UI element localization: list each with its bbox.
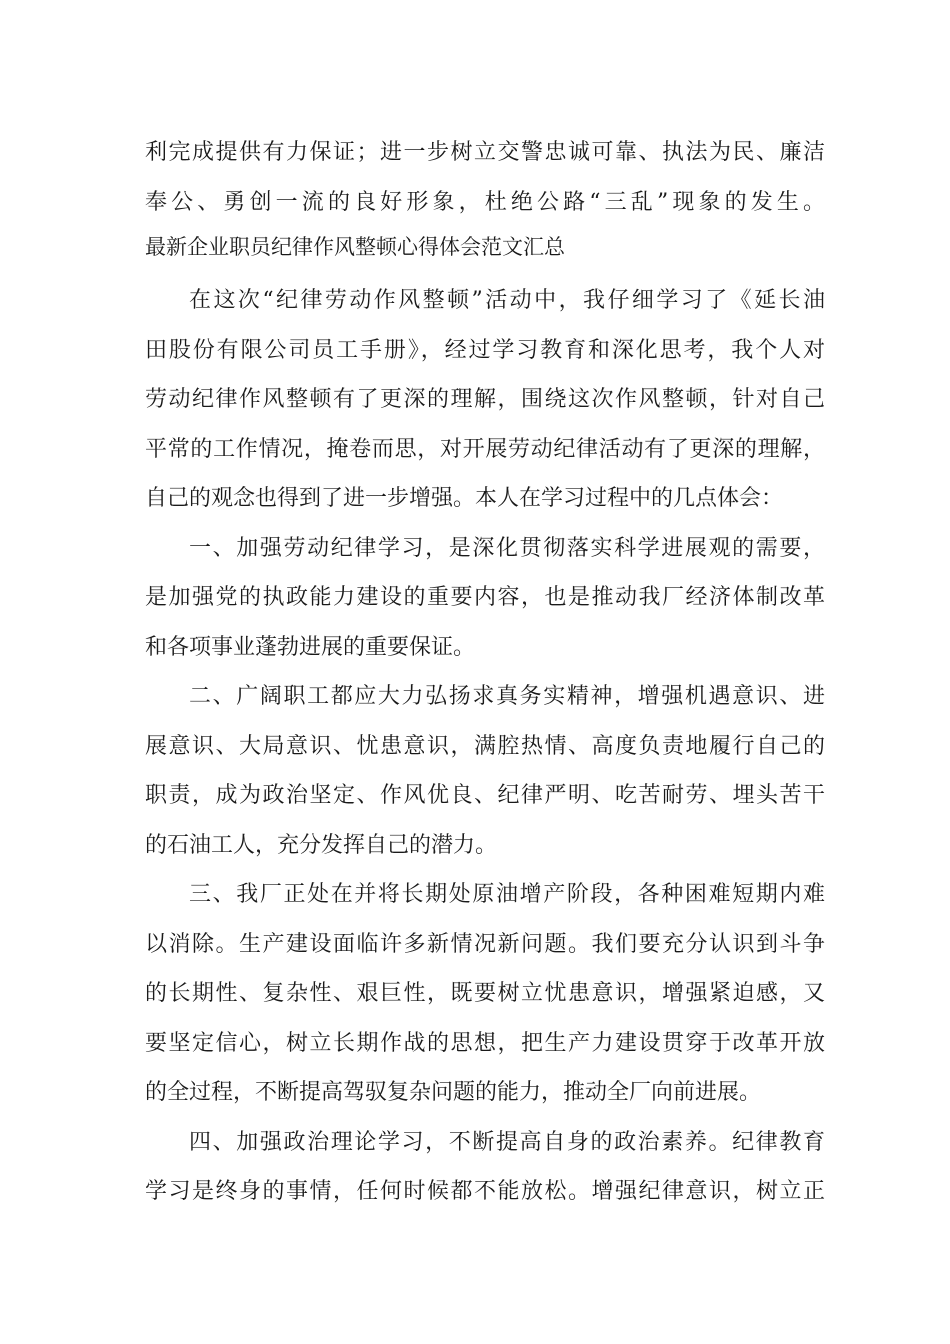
body-line: 田股份有限公司员工手册》，经过学习教育和深化思考，我个人对: [145, 337, 825, 363]
body-line: 以消除。生产建设面临许多新情况新问题。我们要充分认识到斗争: [145, 931, 825, 957]
paragraph-first-line: 在这次“纪律劳动作风整顿”活动中，我仔细学习了《延长油: [189, 288, 825, 313]
paragraph-first-line: 一、加强劳动纪律学习，是深化贯彻落实科学进展观的需要，: [189, 535, 825, 561]
body-line: 是加强党的执政能力建设的重要内容，也是推动我厂经济体制改革: [145, 585, 825, 610]
paragraph-last-line: 和各项事业蓬勃进展的重要保证。: [145, 634, 476, 660]
paragraph-first-line: 三、我厂正处在并将长期处原油增产阶段，各种困难短期内难: [189, 882, 825, 907]
heading-spacer: [145, 267, 825, 276]
paragraph-last-line: 自己的观念也得到了进一步增强。本人在学习过程中的几点体会：: [145, 486, 784, 511]
body-line: 劳动纪律作风整顿有了更深的理解，围绕这次作风整顿，针对自己: [145, 387, 825, 412]
document-body: [145, 128, 825, 1217]
paragraph-first-line: 二、广阔职工都应大力弘扬求真务实精神，增强机遇意识、进: [189, 684, 825, 709]
body-line: 利完成提供有力保证；进一步树立交警忠诚可靠、执法为民、廉洁: [145, 140, 825, 165]
body-line: 要坚定信心，树立长期作战的思想，把生产力建设贯穿于改革开放: [145, 1030, 825, 1056]
paragraph-last-line: 的石油工人，充分发挥自己的潜力。: [145, 832, 498, 858]
body-line: 学习是终身的事情，任何时候都不能放松。增强纪律意识，树立正: [145, 1179, 825, 1204]
body-line: 展意识、大局意识、忧患意识，满腔热情、高度负责地履行自己的: [145, 733, 825, 759]
body-line: 奉公、勇创一流的良好形象，杜绝公路“三乱”现象的发生。: [145, 189, 825, 215]
section-heading: 最新企业职员纪律作风整顿心得体会范文汇总: [145, 235, 565, 259]
body-line: 平常的工作情况，掩卷而思，对开展劳动纪律活动有了更深的理解，: [145, 436, 825, 462]
paragraph-last-line: 的全过程，不断提高驾驭复杂问题的能力，推动全厂向前进展。: [145, 1080, 762, 1105]
paragraph-first-line: 四、加强政治理论学习，不断提高自身的政治素养。纪律教育: [189, 1129, 825, 1155]
body-line: 职责，成为政治坚定、作风优良、纪律严明、吃苦耐劳、埋头苦干: [145, 783, 825, 808]
body-line: 的长期性、复杂性、艰巨性，既要树立忧患意识，增强紧迫感，又: [145, 981, 825, 1006]
